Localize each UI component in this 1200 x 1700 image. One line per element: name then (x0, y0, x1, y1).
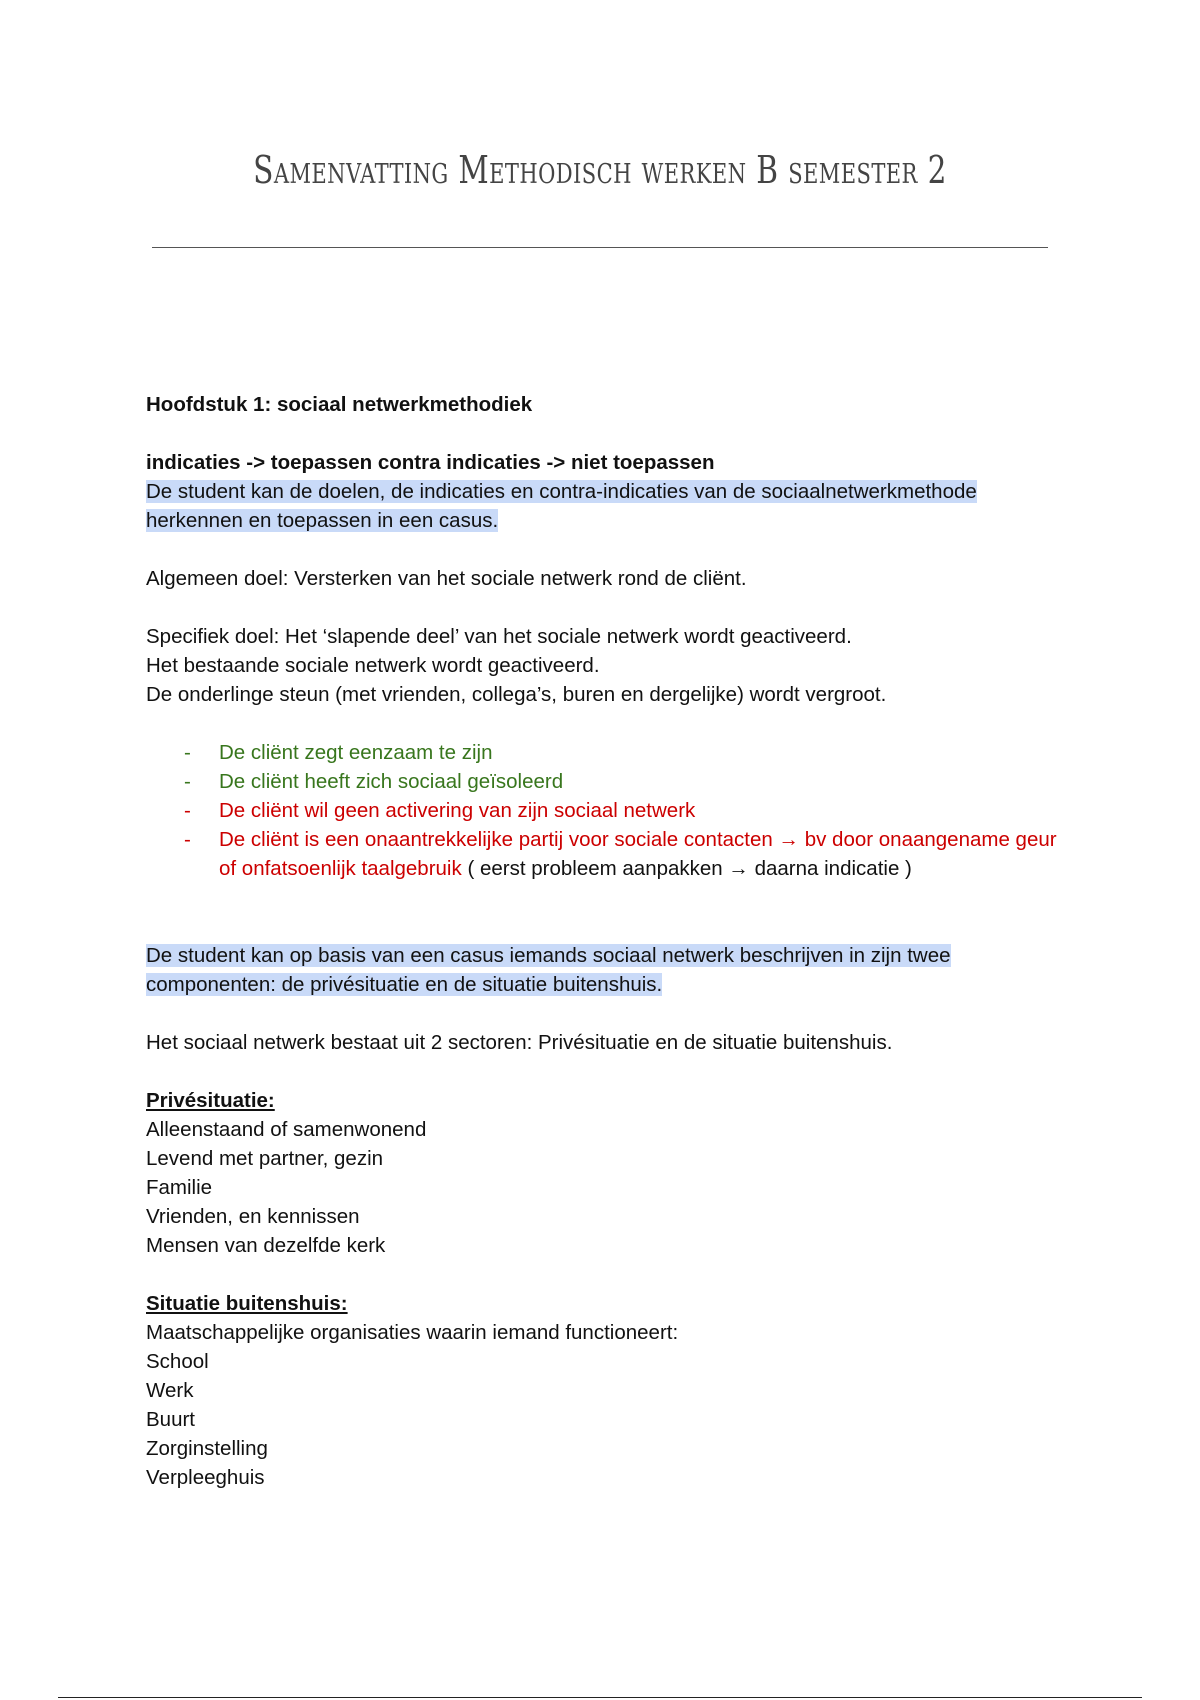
spacer (146, 1057, 1066, 1086)
private-situation-item: Alleenstaand of samenwonend (146, 1118, 427, 1141)
private-situation-heading: Privésituatie: (146, 1089, 275, 1112)
outside-situation-heading: Situatie buitenshuis: (146, 1292, 348, 1315)
private-situation-item: Levend met partner, gezin (146, 1147, 384, 1170)
spacer (146, 912, 1066, 941)
spacer (146, 709, 1066, 738)
page-title: Samenvatting Methodisch werken B semester 2 (253, 148, 947, 192)
spacer (146, 999, 1066, 1028)
document-body (146, 390, 1066, 1492)
highlighted-text: herkennen en toepassen in een casus. (146, 509, 499, 532)
learning-objective-1-line-2 (146, 506, 1066, 535)
highlighted-text: De student kan de doelen, de indicaties en contra-indicaties van de sociaalnetwerkmethode (146, 480, 977, 503)
contra-indication-text: De cliënt wil geen activering van zijn sociaal netwerk (219, 799, 696, 822)
learning-objective-2-line-1 (146, 941, 1066, 970)
page-bottom-divider (58, 1697, 1142, 1698)
specific-goal-line: De onderlinge steun (met vrienden, collega’s, buren en dergelijke) wordt vergroot. (146, 683, 887, 706)
bullet-dash: - (184, 799, 191, 822)
indication-text: De cliënt zegt eenzaam te zijn (219, 741, 493, 764)
outside-situation-item: Verpleeghuis (146, 1466, 265, 1489)
contra-indication-item (184, 796, 1066, 825)
indications-subheading: indicaties -> toepassen contra indicaties -> niet toepassen (146, 451, 715, 474)
title-divider (152, 247, 1048, 248)
spacer (146, 593, 1066, 622)
spacer (146, 1260, 1066, 1289)
learning-objective-2-line-2 (146, 970, 1066, 999)
bullet-dash: - (184, 828, 191, 851)
specific-goal-line: Specifiek doel: Het ‘slapende deel’ van het sociale netwerk wordt geactiveerd. (146, 625, 852, 648)
sectors-sentence: Het sociaal netwerk bestaat uit 2 sectoren: Privésituatie en de situatie buitenshuis. (146, 1031, 893, 1054)
private-situation-item: Mensen van dezelfde kerk (146, 1234, 386, 1257)
indications-list (146, 738, 1066, 883)
spacer (146, 883, 1066, 912)
private-situation-item: Familie (146, 1176, 213, 1199)
bullet-dash: - (184, 741, 191, 764)
contra-indication-item (184, 825, 1066, 883)
chapter-heading: Hoofdstuk 1: sociaal netwerkmethodiek (146, 393, 533, 416)
specific-goal-line: Het bestaande sociale netwerk wordt geactiveerd. (146, 654, 600, 677)
highlighted-text: componenten: de privésituatie en de situatie buitenshuis. (146, 973, 663, 996)
contra-indication-note: ( eerst probleem aanpakken → daarna indicatie ) (467, 857, 912, 880)
outside-situation-intro: Maatschappelijke organisaties waarin iemand functioneert: (146, 1321, 679, 1344)
general-goal: Algemeen doel: Versterken van het sociale netwerk rond de cliënt. (146, 567, 747, 590)
bullet-dash: - (184, 770, 191, 793)
outside-situation-item: Zorginstelling (146, 1437, 268, 1460)
indication-text: De cliënt heeft zich sociaal geïsoleerd (219, 770, 564, 793)
outside-situation-item: School (146, 1350, 209, 1373)
highlighted-text: De student kan op basis van een casus iemands sociaal netwerk beschrijven in zijn twee (146, 944, 951, 967)
private-situation-item: Vrienden, en kennissen (146, 1205, 360, 1228)
spacer (146, 535, 1066, 564)
outside-situation-item: Buurt (146, 1408, 195, 1431)
outside-situation-item: Werk (146, 1379, 194, 1402)
spacer (146, 419, 1066, 448)
contra-indication-text: De cliënt is een onaantrekkelijke partij voor sociale contacten → bv door onaangename geur of onfatsoenlijk taalgebruik (219, 828, 1057, 880)
indication-item (184, 738, 1066, 767)
indication-item (184, 767, 1066, 796)
learning-objective-1-line-1 (146, 477, 1066, 506)
